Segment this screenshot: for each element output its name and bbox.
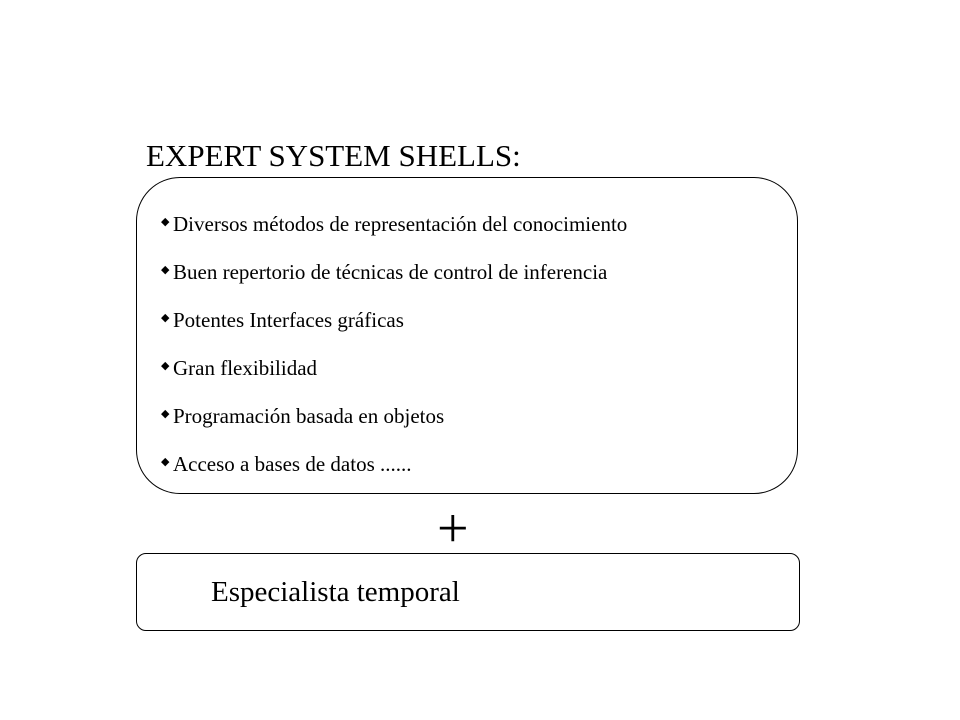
feature-label: Gran flexibilidad xyxy=(173,356,318,380)
list-item xyxy=(161,440,627,488)
list-item xyxy=(161,200,627,248)
list-item xyxy=(161,248,627,296)
specialist-label: Especialista temporal xyxy=(211,576,460,608)
features-box xyxy=(136,177,798,494)
plus-sign: + xyxy=(437,498,469,560)
diamond-icon: ◆ xyxy=(161,407,170,420)
slide-title: EXPERT SYSTEM SHELLS: xyxy=(146,138,521,173)
diamond-icon: ◆ xyxy=(161,263,170,276)
list-item xyxy=(161,296,627,344)
diamond-icon: ◆ xyxy=(161,311,170,324)
diamond-icon: ◆ xyxy=(161,359,170,372)
feature-label: Potentes Interfaces gráficas xyxy=(173,308,404,332)
feature-label: Diversos métodos de representación del conocimiento xyxy=(173,212,628,236)
feature-label: Acceso a bases de datos ...... xyxy=(173,452,412,476)
feature-label: Buen repertorio de técnicas de control de inferencia xyxy=(173,260,608,284)
feature-list xyxy=(161,200,627,488)
list-item xyxy=(161,344,627,392)
diamond-icon: ◆ xyxy=(161,455,170,468)
list-item xyxy=(161,392,627,440)
specialist-box xyxy=(136,553,800,631)
feature-label: Programación basada en objetos xyxy=(173,404,445,428)
diamond-icon: ◆ xyxy=(161,215,170,228)
